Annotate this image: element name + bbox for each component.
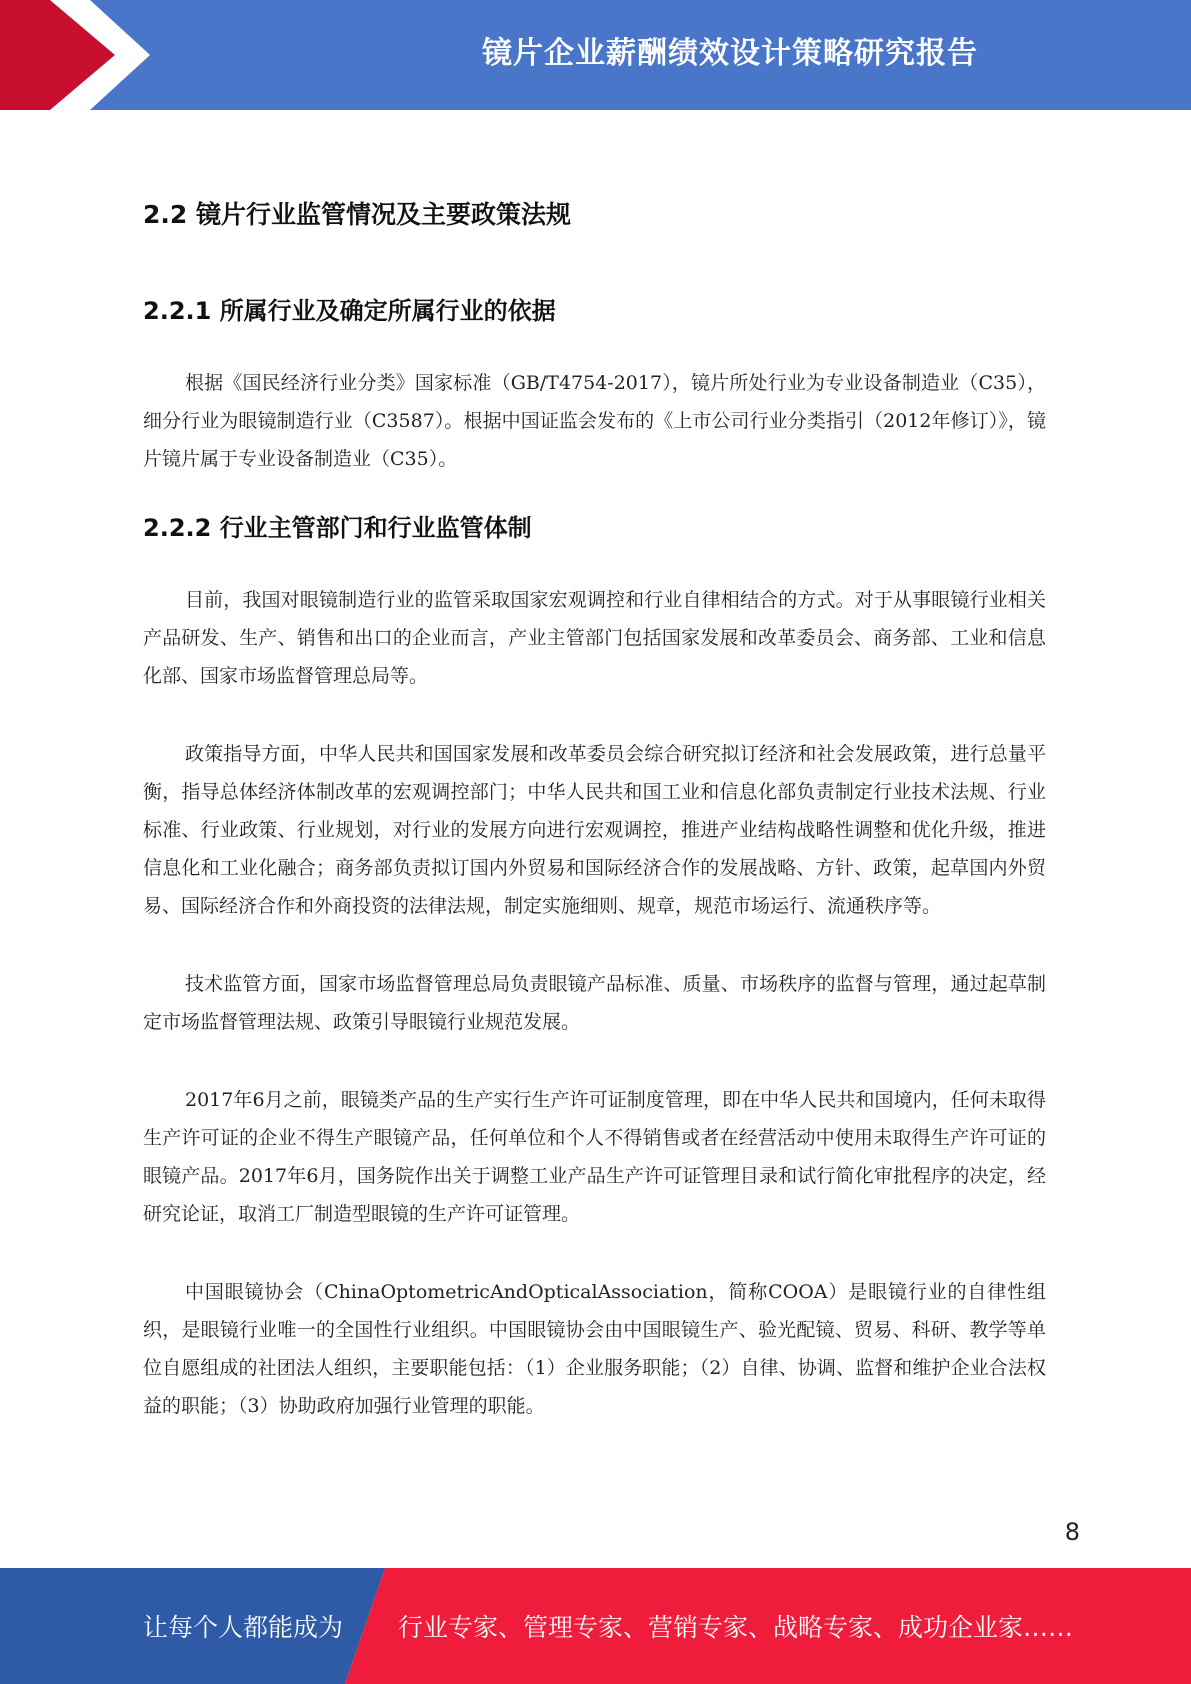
header-arrow-shape xyxy=(0,0,160,110)
paragraph: 政策指导方面，中华人民共和国国家发展和改革委员会综合研究拟订经济和社会发展政策，进行总量平衡，指导总体经济体制改革的宏观调控部门；中华人民共和国工业和信息化部负责制定行业技术法规、行业标准、行业政策、行业规划，对行业的发展方向进行宏观调控，推进产业结构战略性调整和优化升级，推进信息化和工业化融合；商务部负责拟订国内外贸易和国际经济合作的发展战略、方针、政策，起草国内外贸易、国际经济合作和外商投资的法律法规，制定实施细则、规章，规范市场运行、流通秩序等。 xyxy=(143,743,1046,917)
page-header xyxy=(0,0,1191,110)
document-body xyxy=(143,195,1046,1465)
paragraph: 2017年6月之前，眼镜类产品的生产实行生产许可证制度管理，即在中华人民共和国境内，任何未取得生产许可证的企业不得生产眼镜产品，任何单位和个人不得销售或者在经营活动中使用未取得生产许可证的眼镜产品。2017年6月，国务院作出关于调整工业产品生产许可证管理目录和试行简化审批程序的决定，经研究论证，取消工厂制造型眼镜的生产许可证管理。 xyxy=(143,1089,1046,1225)
page-number: 8 xyxy=(1064,1518,1080,1546)
paragraph: 技术监管方面，国家市场监督管理总局负责眼镜产品标准、质量、市场秩序的监督与管理，通过起草制定市场监督管理法规、政策引导眼镜行业规范发展。 xyxy=(143,973,1046,1033)
paragraph: 中国眼镜协会（ChinaOptometricAndOpticalAssociation，简称COOA）是眼镜行业的自律性组织，是眼镜行业唯一的全国性行业组织。中国眼镜协会由中国眼镜生产、验光配镜、贸易、科研、教学等单位自愿组成的社团法人组织，主要职能包括：（1）企业服务职能；（2）自律、协调、监督和维护企业合法权益的职能；（3）协助政府加强行业管理的职能。 xyxy=(143,1281,1046,1417)
section-heading-2-2-1: 2.2.1 所属行业及确定所属行业的依据 xyxy=(143,297,556,325)
footer-slogan-left: 让每个人都能成为 xyxy=(143,1613,344,1642)
header-title: 镜片企业薪酬绩效设计策略研究报告 xyxy=(482,36,978,71)
page-footer xyxy=(0,1568,1191,1684)
section-heading-2-2: 2.2 镜片行业监管情况及主要政策法规 xyxy=(143,200,571,229)
footer-slogan-right: 行业专家、管理专家、营销专家、战略专家、成功企业家…… xyxy=(398,1613,1074,1642)
paragraph: 根据《国民经济行业分类》国家标准（GB/T4754-2017），镜片所处行业为专业设备制造业（C35），细分行业为眼镜制造行业（C3587）。根据中国证监会发布的《上市公司行业分类指引（2012年修订）》，镜片镜片属于专业设备制造业（C35）。 xyxy=(143,372,1046,470)
paragraph: 目前，我国对眼镜制造行业的监管采取国家宏观调控和行业自律相结合的方式。对于从事眼镜行业相关产品研发、生产、销售和出口的企业而言，产业主管部门包括国家发展和改革委员会、商务部、工业和信息化部、国家市场监督管理总局等。 xyxy=(143,589,1046,687)
section-heading-2-2-2: 2.2.2 行业主管部门和行业监管体制 xyxy=(143,514,532,542)
